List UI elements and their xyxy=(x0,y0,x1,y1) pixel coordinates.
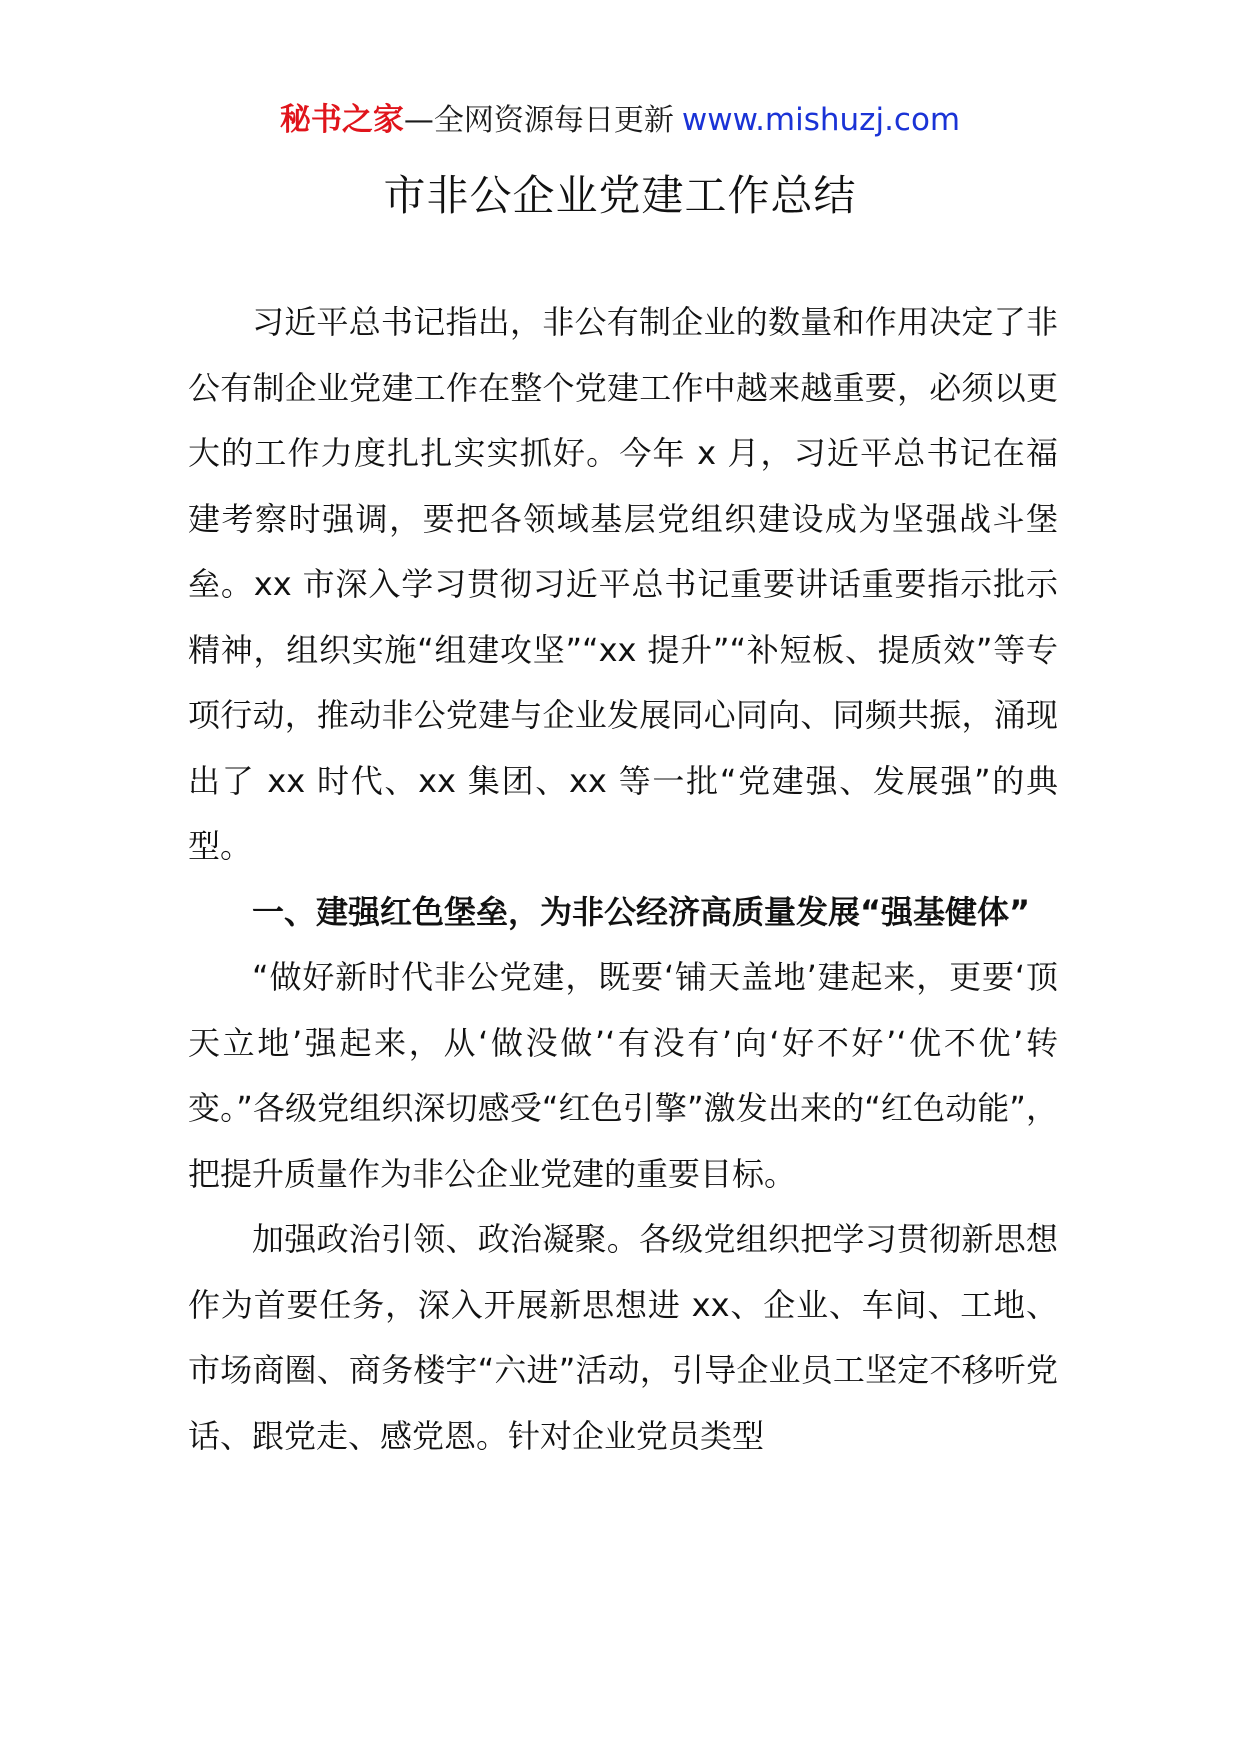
site-tagline: —全网资源每日更新 xyxy=(403,103,674,138)
document-title: 市非公企业党建工作总结 xyxy=(383,171,857,220)
site-url-link[interactable]: www.mishuzj.com xyxy=(681,102,961,138)
site-header xyxy=(0,100,1240,141)
site-brand: 秘书之家 xyxy=(279,102,404,138)
document-body xyxy=(188,290,1058,1469)
paragraph-political-guidance: 加强政治引领、政治凝聚。各级党组织把学习贯彻新思想作为首要任务，深入开展新思想进 xx、企业、车间、工地、市场商圈、商务楼宇“六进”活动，引导企业员工坚定不移听党话、跟党走、感党恩。针对企业党员类型 xyxy=(188,1220,1058,1455)
paragraph-intro: 习近平总书记指出，非公有制企业的数量和作用决定了非公有制企业党建工作在整个党建工作中越来越重要，必须以更大的工作力度扎扎实实抓好。今年 x 月，习近平总书记在福建考察时强调，要把各领域基层党组织建设成为坚强战斗堡垒。xx 市深入学习贯彻习近平总书记重要讲话重要指示批示精神，组织实施“组建攻坚”“xx 提升”“补短板、提质效”等专项行动，推动非公党建与企业发展同心同向、同频共振，涌现出了 xx 时代、xx 集团、xx 等一批“党建强、发展强”的典型。 xyxy=(188,303,1058,865)
section-heading-1: 一、建强红色堡垒，为非公经济高质量发展“强基健体” xyxy=(252,892,1031,931)
paragraph-quote: “做好新时代非公党建，既要‘铺天盖地’建起来，更要‘顶天立地’强起来，从‘做没做’‘有没有’向‘好不好’‘优不优’转变。”各级党组织深切感受“红色引擎”激发出来的“红色动能”，把提升质量作为非公企业党建的重要目标。 xyxy=(188,958,1058,1193)
